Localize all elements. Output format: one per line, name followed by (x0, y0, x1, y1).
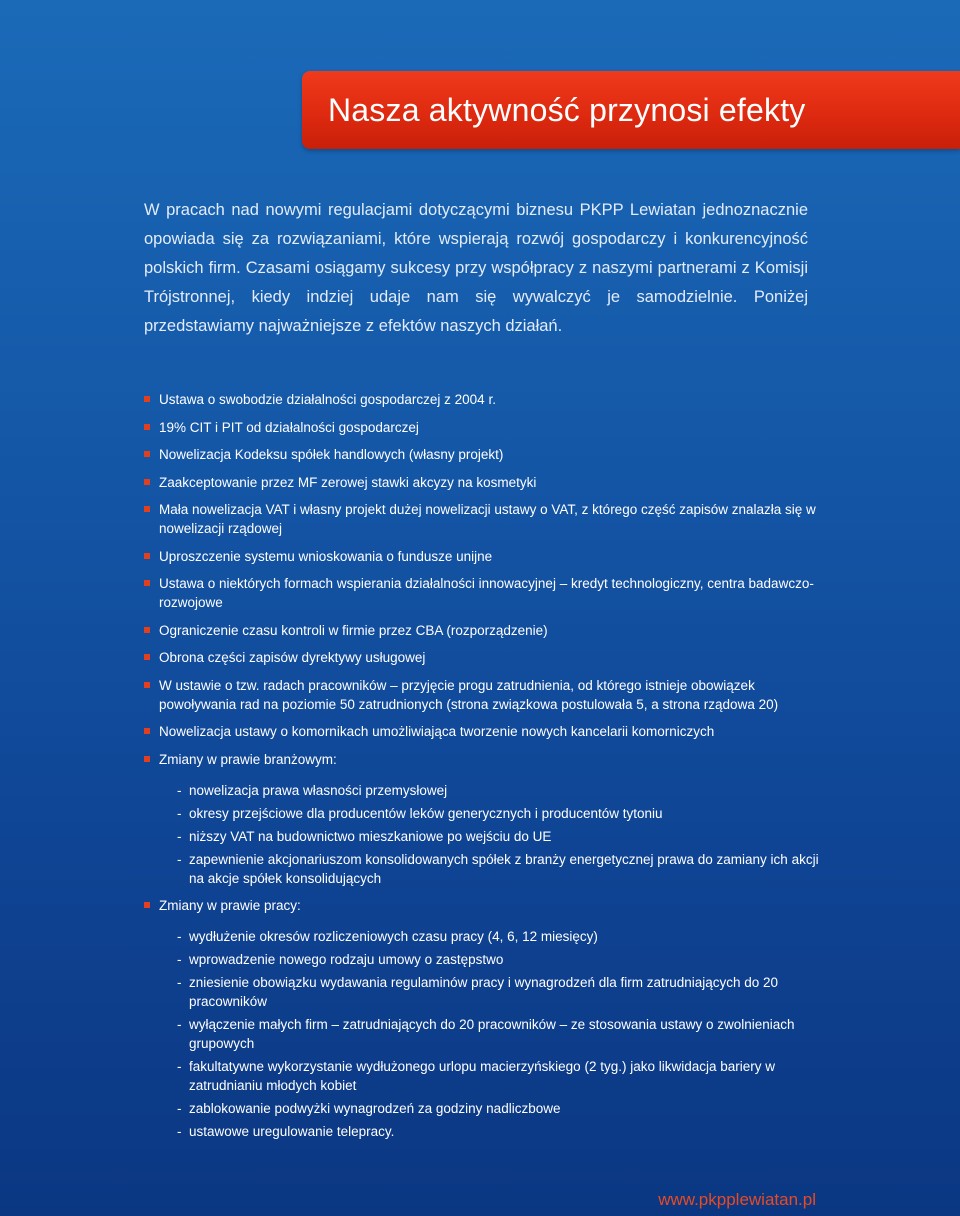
square-bullet-icon (144, 580, 150, 586)
dash-bullet-icon: - (177, 782, 182, 798)
list-item: 19% CIT i PIT od działalności gospodarczej (144, 418, 824, 437)
intro-paragraph: W pracach nad nowymi regulacjami dotyczącymi biznesu PKPP Lewiatan jednoznacznie opowiada się za rozwiązaniami, które wspierają rozwój gospodarczy i konkurencyjność polskich firm. Czasami osiągamy sukcesy przy współpracy z naszymi partnerami z Komisji Trójstronnej, kiedy indziej udaje nam się wywalczyć je samodzielnie. Poniżej przedstawiamy najważniejsze z efektów naszych działań. (144, 201, 808, 335)
dash-bullet-icon: - (177, 828, 182, 844)
square-bullet-icon (144, 396, 150, 402)
sublist-item: - fakultatywne wykorzystanie wydłużonego urlopu macierzyńskiego (2 tyg.) jako likwidacja bariery w zatrudnianiu młodych kobiet (177, 1059, 776, 1093)
list-item: Ograniczenie czasu kontroli w firmie przez CBA (rozporządzenie) (144, 621, 824, 640)
dash-bullet-icon: - (177, 929, 182, 944)
list-item-industry-law (144, 750, 824, 888)
sublist-item: - zapewnienie akcjonariuszom konsolidowanych spółek z branży energetycznej prawa do zamiany ich akcji na akcje spółek konsolidujących (177, 851, 819, 886)
list-item: Mała nowelizacja VAT i własny projekt dużej nowelizacji ustawy o VAT, z którego część zapisów znalazła się w nowelizacji rządowej (144, 500, 824, 538)
dash-bullet-icon: - (177, 1124, 182, 1139)
square-bullet-icon (144, 728, 150, 734)
labour-law-sublist (159, 927, 824, 1141)
group-label: Zmiany w prawie pracy: (159, 898, 301, 913)
website-link[interactable]: www.pkpplewiatan.pl (658, 1190, 816, 1209)
square-bullet-icon (144, 902, 150, 908)
title-banner (302, 71, 960, 149)
sublist-item: - wydłużenie okresów rozliczeniowych czasu pracy (4, 6, 12 miesięcy) (177, 929, 598, 944)
group-label: Zmiany w prawie branżowym: (159, 751, 337, 767)
industry-law-sublist (159, 781, 824, 888)
square-bullet-icon (144, 682, 150, 688)
square-bullet-icon (144, 756, 150, 762)
achievements-list (144, 390, 824, 1150)
sublist-item: - nowelizacja prawa własności przemysłowej (177, 782, 448, 798)
square-bullet-icon (144, 451, 150, 457)
list-item: Ustawa o swobodzie działalności gospodarczej z 2004 r. (144, 390, 824, 409)
sublist-item: - okresy przejściowe dla producentów leków generycznych i producentów tytoniu (177, 805, 663, 821)
square-bullet-icon (144, 506, 150, 512)
list-item: Nowelizacja Kodeksu spółek handlowych (własny projekt) (144, 445, 824, 464)
square-bullet-icon (144, 424, 150, 430)
list-item: Uproszczenie systemu wnioskowania o fundusze unijne (144, 547, 824, 566)
dash-bullet-icon: - (177, 975, 182, 990)
square-bullet-icon (144, 654, 150, 660)
sublist-item: - wyłączenie małych firm – zatrudniających do 20 pracowników – ze stosowania ustawy o zwolnieniach grupowych (177, 1017, 795, 1051)
dash-bullet-icon: - (177, 805, 182, 821)
sublist-item: - zniesienie obowiązku wydawania regulaminów pracy i wynagrodzeń dla firm zatrudniających do 20 pracowników (177, 975, 779, 1009)
dash-bullet-icon: - (177, 851, 182, 867)
square-bullet-icon (144, 627, 150, 633)
dash-bullet-icon: - (177, 1101, 182, 1116)
list-item: Obrona części zapisów dyrektywy usługowej (144, 648, 824, 667)
sublist-item: - ustawowe uregulowanie telepracy. (177, 1124, 395, 1139)
dash-bullet-icon: - (177, 952, 182, 967)
list-item-labour-law (144, 896, 824, 1141)
square-bullet-icon (144, 479, 150, 485)
square-bullet-icon (144, 553, 150, 559)
dash-bullet-icon: - (177, 1059, 182, 1074)
sublist-item: - zablokowanie podwyżki wynagrodzeń za godziny nadliczbowe (177, 1101, 561, 1116)
list-item: W ustawie o tzw. radach pracowników – przyjęcie progu zatrudnienia, od którego istnieje obowiązek powoływania rad na poziomie 50 zatrudnionych (strona związkowa postulowała 5, a strona rządowa 20) (144, 676, 824, 714)
sublist-item: - wprowadzenie nowego rodzaju umowy o zastępstwo (177, 952, 504, 967)
dash-bullet-icon: - (177, 1017, 182, 1032)
list-item: Ustawa o niektórych formach wspierania działalności innowacyjnej – kredyt technologiczny, centra badawczo-rozwojowe (144, 574, 824, 612)
list-item: Zaakceptowanie przez MF zerowej stawki akcyzy na kosmetyki (144, 473, 824, 492)
list-item: Nowelizacja ustawy o komornikach umożliwiająca tworzenie nowych kancelarii komorniczych (144, 722, 824, 741)
page-title: Nasza aktywność przynosi efekty (328, 91, 806, 128)
sublist-item: - niższy VAT na budownictwo mieszkaniowe po wejściu do UE (177, 828, 552, 844)
